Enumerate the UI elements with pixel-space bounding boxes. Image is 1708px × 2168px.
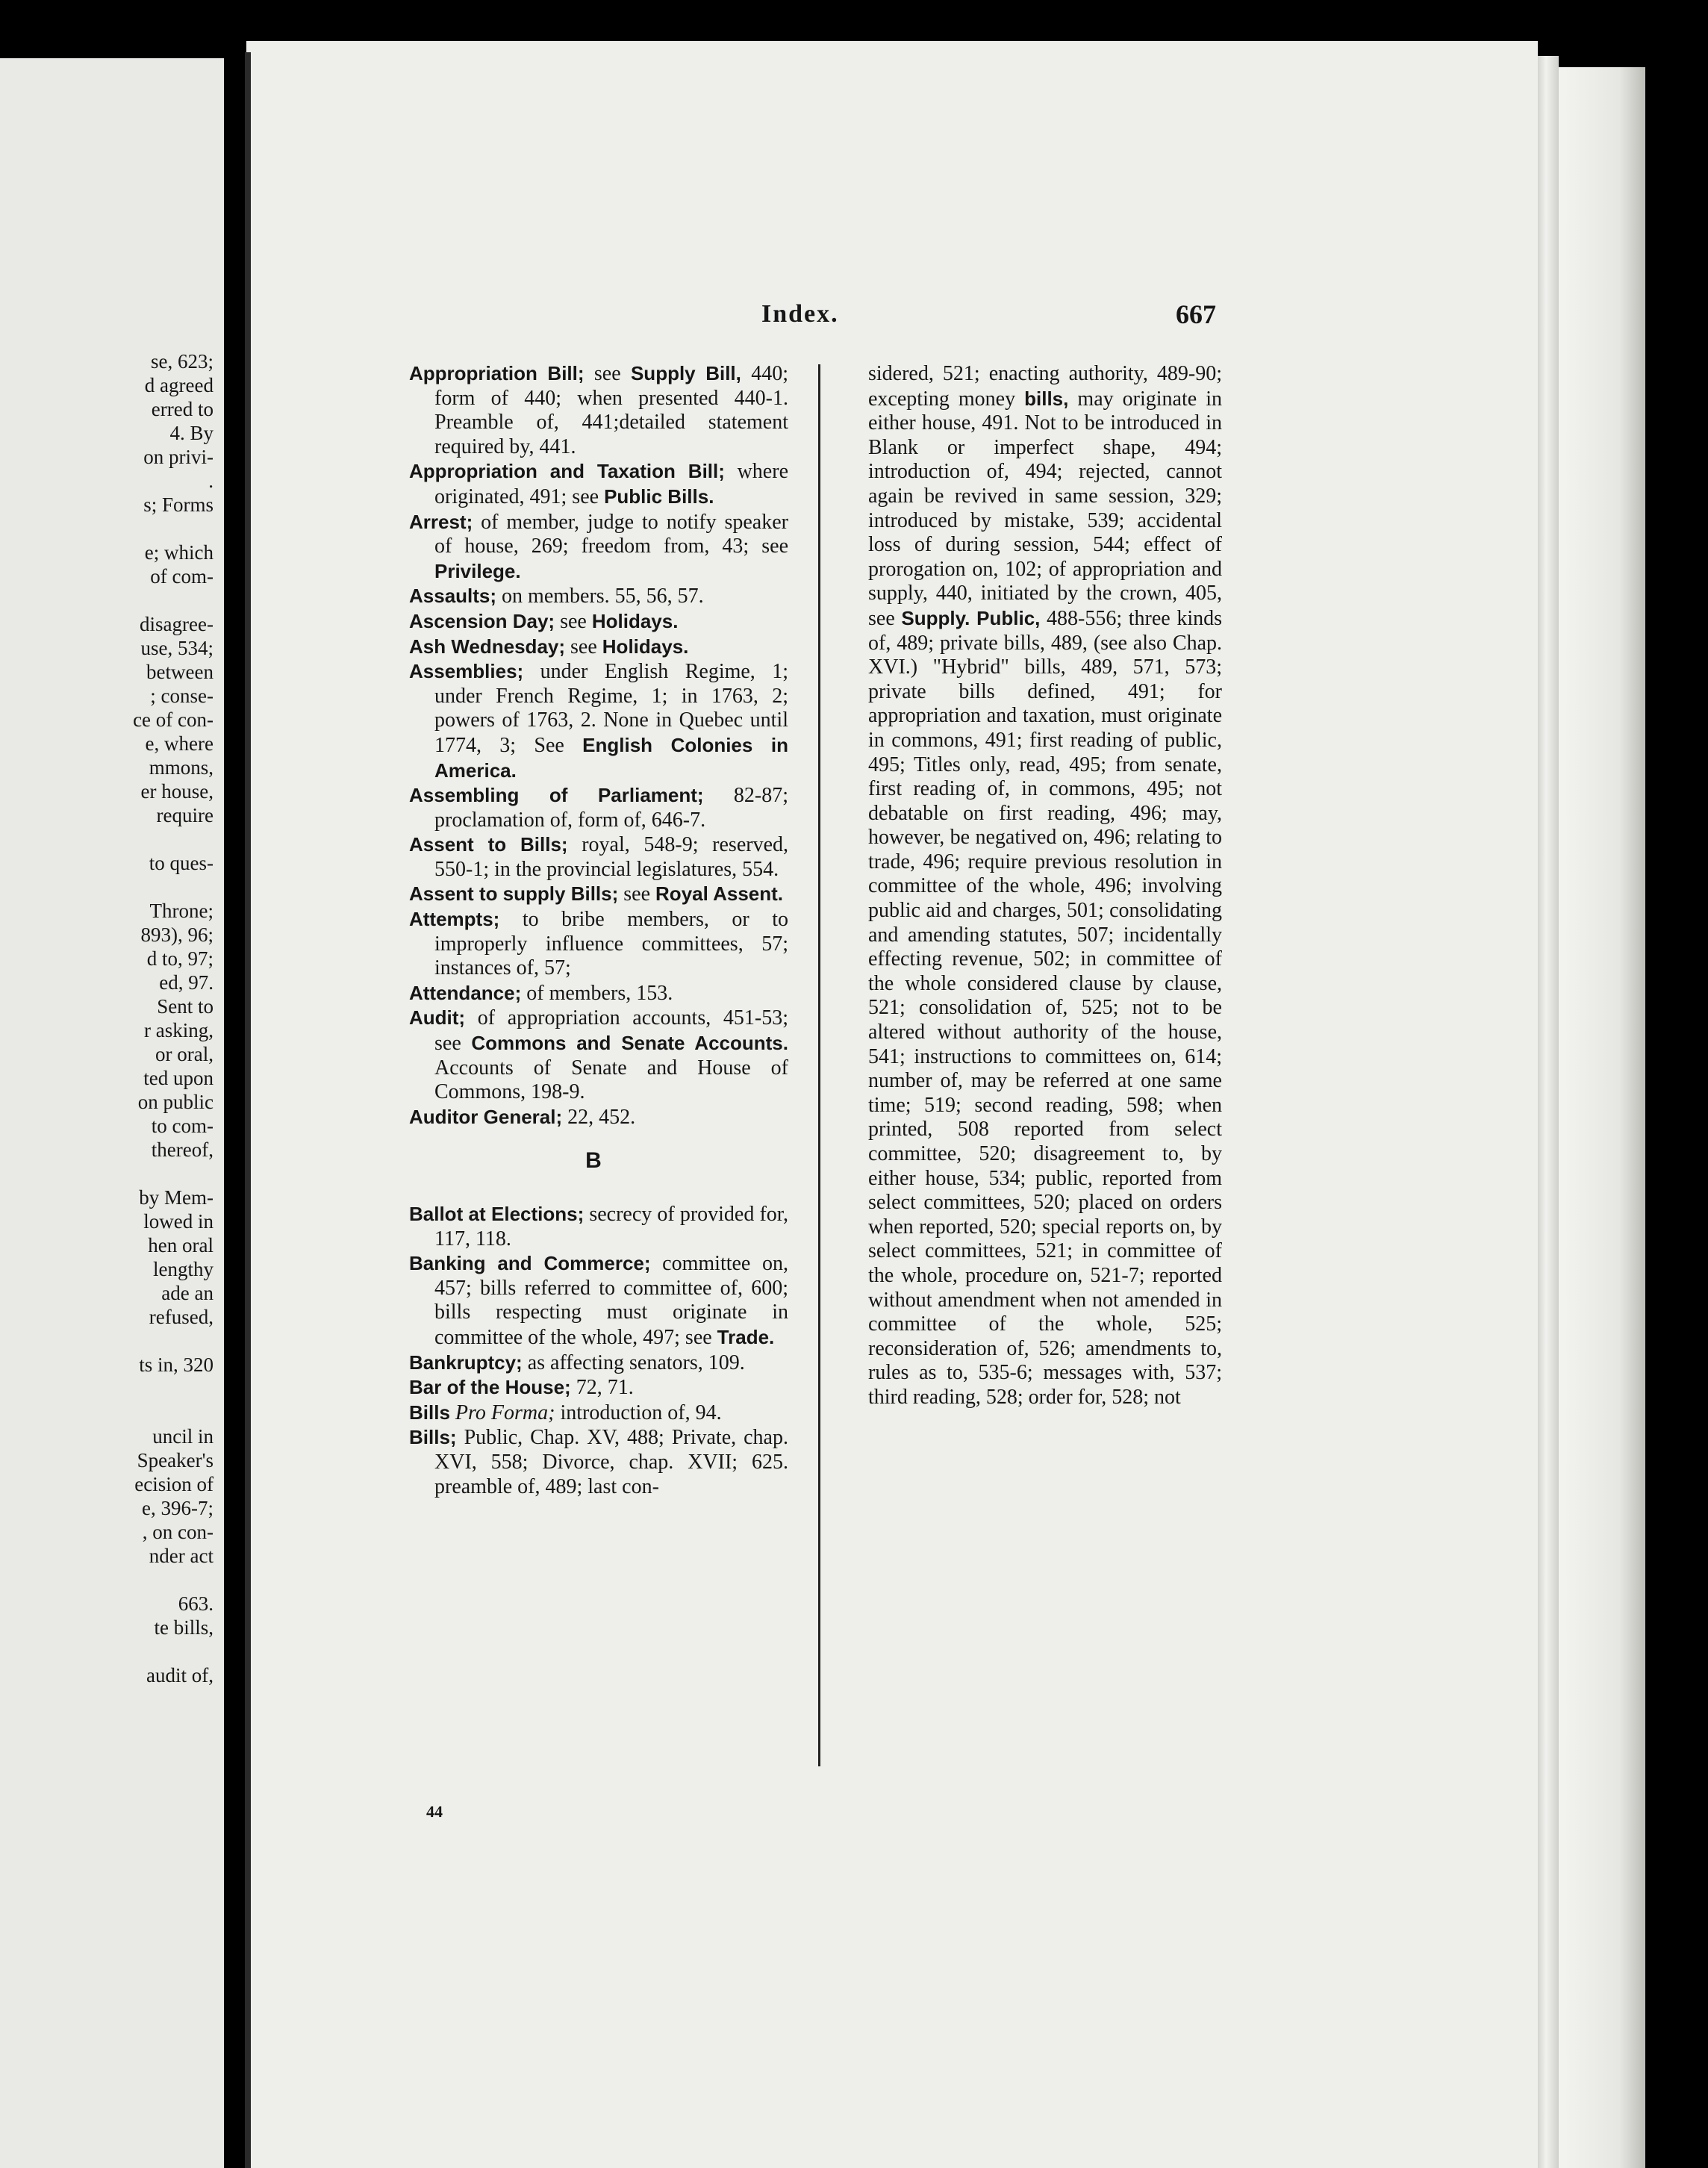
continuation-bold: Supply. Public, <box>901 606 1041 629</box>
previous-page-line: by Mem- <box>139 1186 214 1209</box>
entry-italic: Pro Forma; <box>455 1401 555 1424</box>
previous-page-line: e; which <box>144 541 214 564</box>
entry-headword: Appropriation Bill; <box>409 362 585 384</box>
index-entry <box>409 361 788 459</box>
previous-page-line: d to, 97; <box>146 947 214 970</box>
entry-text: as affecting senators, 109. <box>522 1351 745 1374</box>
index-entry <box>409 635 788 660</box>
entry-text: see <box>618 882 656 906</box>
index-entry <box>409 1105 788 1130</box>
previous-page-line: between <box>146 661 214 683</box>
index-entry <box>409 510 788 585</box>
previous-page-line: 4. By <box>169 422 214 444</box>
index-entry <box>409 659 788 783</box>
previous-page-line: require <box>156 804 214 826</box>
entry-text: of members, 153. <box>521 981 673 1005</box>
previous-page-line: ecision of <box>134 1473 214 1495</box>
entry-headword: Bankruptcy; <box>409 1351 523 1374</box>
entry-text: committee on, 457; bills referred to committee of, 600; bills respecting must originate in committee of the whole, 497; see <box>434 1252 788 1349</box>
entry-text: royal, 548-9; reserved, 550-1; in the provincial legislatures, 554. <box>434 833 788 881</box>
previous-page-line: ted upon <box>143 1067 214 1089</box>
previous-page-line: use, 534; <box>140 637 214 659</box>
entry-headword: Audit; <box>409 1006 466 1030</box>
index-entry <box>409 783 788 832</box>
previous-page-line: ts in, 320 <box>139 1354 214 1376</box>
entry-headword: Ballot at Elections; <box>409 1203 585 1225</box>
entry-headword: Bills <box>409 1401 450 1424</box>
previous-page-line: thereof, <box>151 1138 214 1161</box>
previous-page-line: uncil in <box>152 1425 214 1448</box>
previous-page-line: er house, <box>140 780 214 803</box>
entry-text: on members. 55, 56, 57. <box>496 585 704 608</box>
previous-page-line: e, where <box>145 732 214 755</box>
previous-page-line: e, 396-7; <box>142 1497 214 1519</box>
previous-page-line: ade an <box>161 1282 214 1304</box>
previous-page-line: hen oral <box>148 1234 214 1256</box>
entry-headword: Assent to Bills; <box>409 833 568 856</box>
index-entry <box>409 882 788 907</box>
previous-page-line: . <box>208 470 214 492</box>
previous-page-line: on public <box>137 1091 214 1113</box>
entry-cross-reference: Privilege. <box>434 559 521 582</box>
index-entry <box>409 1401 788 1426</box>
index-entry <box>409 1006 788 1104</box>
entry-headword: Appropriation and Taxation Bill; <box>409 460 725 483</box>
previous-page-text <box>0 349 224 1843</box>
entry-text: 22, 452. <box>562 1105 636 1129</box>
entry-headword: Banking and Commerce; <box>409 1252 651 1275</box>
entry-headword: Ash Wednesday; <box>409 635 566 658</box>
previous-page-line: nder act <box>149 1545 214 1567</box>
entry-cross-reference: Holidays. <box>602 635 689 658</box>
column-rule <box>818 364 820 1766</box>
index-entry <box>409 1425 788 1499</box>
continuation-text: 488-556; three kinds of, 489; private bills, 489, (see also Chap. XVI.) "Hybrid" bills, 489, 571, 573; private bills defined, 491; for appropriation and taxation, must originate in commons, 491; first reading of public, 495; Titles only, read, 495; from senate, first reading of, in commons, 495; not debatable on first reading, 496; may, however, be negatived on, 496; relating to trade, 496; require previous resolution in committee of the whole, 496; involving public aid and charges, 501; consolidating and amending statutes, 507; incidentally effecting revenue, 502; in committee of the whole considered clause by clause, 521; consolidation of, 525; not to be altered without authority of the house, 541; instructions to committees on, 614; number of, may be referred at one same time; 519; second reading, 598; when printed, 508 reported from select committee, 520; disagreement to, by either house, 534; public, reported from select committees, 520; placed on orders when reported, 520; special reports on, by select committees, 521; in committee of the whole, procedure on, 521-7; reported without amendment when not amended in committee of the whole, 525; reconsideration of, 526; amendments to, rules as to, 535-6; messages with, 537; third reading, 528; order for, 528; not <box>868 606 1222 1409</box>
index-entry <box>409 907 788 981</box>
previous-page-line: se, 623; <box>151 350 214 373</box>
entry-text: secrecy of provided for, 117, 118. <box>434 1203 788 1250</box>
continuation-text: may originate in either house, 491. Not to be introduced in Blank or imperfect shape, 494; introduction of, 494; rejected, cannot again be revived in same session, 329; introduced by mistake, 539; accidental loss of during session, 544; effect of prorogation on, 102; of appropriation and supply, 440, initiated by the crown, 405, see <box>868 387 1222 630</box>
entry-headword: Bills; <box>409 1426 457 1449</box>
index-entry <box>409 584 788 609</box>
index-column-right <box>868 362 1222 1410</box>
index-column-left <box>409 361 788 1499</box>
section-letter: B <box>585 1148 602 1174</box>
previous-page-line: , on con- <box>142 1521 214 1543</box>
previous-page-line: d agreed <box>144 374 214 396</box>
bills-continuation <box>868 362 1222 1410</box>
continuation-text: sidered, 521; enacting authority, 489-90; excepting money <box>868 362 1222 411</box>
entry-text: Public, Chap. XV, 488; Private, chap. XVI, 558; Divorce, chap. XVII; 625. preamble of, 489; last con- <box>434 1426 788 1498</box>
entry-headword: Bar of the House; <box>409 1376 571 1399</box>
previous-page-line: disagree- <box>140 613 214 635</box>
index-entry <box>409 459 788 509</box>
entry-text: 440; form of 440; when presented 440-1. Preamble of, 441;detailed statement required by, 441. <box>434 362 788 458</box>
entry-text: 82-87; proclamation of, form of, 646-7. <box>434 784 788 832</box>
entry-cross-reference: Public Bills. <box>604 485 714 508</box>
entry-cross-reference: English Colonies in America. <box>434 733 788 782</box>
previous-page-fragment <box>0 58 224 2168</box>
previous-page-line: or oral, <box>155 1043 214 1065</box>
previous-page-line: te bills, <box>154 1616 214 1639</box>
index-entry <box>409 832 788 882</box>
previous-page-line: 663. <box>178 1592 214 1615</box>
previous-page-line: of com- <box>150 565 214 588</box>
entry-headword: Assembling of Parliament; <box>409 784 704 807</box>
entry-cross-reference: Commons and Senate Accounts. <box>471 1032 788 1055</box>
entry-text: introduction of, 94. <box>555 1401 722 1424</box>
entry-cross-reference: Supply Bill, <box>630 362 741 384</box>
previous-page-line: ce of con- <box>133 708 214 731</box>
entry-headword: Assemblies; <box>409 660 524 683</box>
entry-headword: Ascension Day; <box>409 609 555 632</box>
previous-page-line: to ques- <box>149 852 214 874</box>
previous-page-line: audit of, <box>146 1664 214 1686</box>
entry-headword: Assent to supply Bills; <box>409 882 619 906</box>
entry-text: 72, 71. <box>570 1376 634 1400</box>
entry-text: of appropriation accounts, 451-53; see <box>434 1006 788 1056</box>
previous-page-line: lowed in <box>143 1210 214 1233</box>
entry-text: see <box>555 609 592 633</box>
previous-page-line: Speaker's <box>137 1449 214 1471</box>
entry-headword: Attempts; <box>409 908 500 931</box>
previous-page-line: refused, <box>149 1306 214 1328</box>
continuation-bold: bills, <box>1024 387 1069 410</box>
previous-page-line: mmons, <box>149 756 214 779</box>
previous-page-line: ; conse- <box>150 685 214 707</box>
binding-shadow <box>245 52 251 2168</box>
index-entry <box>409 1375 788 1401</box>
entry-text: of member, judge to notify speaker of house, 269; freedom from, 43; see <box>434 510 788 558</box>
entry-headword: Auditor General; <box>409 1105 563 1128</box>
page-edge <box>1538 56 1559 2168</box>
previous-page-line: to com- <box>151 1115 214 1137</box>
previous-page-line: Throne; <box>149 900 214 922</box>
previous-page-line: ed, 97. <box>159 971 214 994</box>
page-stack-edge <box>1559 67 1645 2168</box>
entry-headword: Arrest; <box>409 510 473 533</box>
index-entry <box>409 1351 788 1376</box>
previous-page-line: erred to <box>151 398 214 420</box>
running-head: Index. <box>761 300 839 328</box>
page-number: 667 <box>1176 299 1216 329</box>
index-entry <box>409 609 788 635</box>
index-entries-a <box>409 361 788 1130</box>
entry-text: to bribe members, or to improperly influence committees, 57; instances of, 57; <box>434 908 788 980</box>
entry-headword: Attendance; <box>409 981 522 1004</box>
entry-cross-reference: Trade. <box>717 1325 775 1348</box>
index-entry <box>409 981 788 1006</box>
entry-cross-reference: Royal Assent. <box>655 882 784 906</box>
previous-page-line: 893), 96; <box>140 923 214 946</box>
entry-cross-reference: Holidays. <box>591 609 679 632</box>
index-entry <box>409 1251 788 1350</box>
index-entry <box>409 1202 788 1251</box>
entry-headword: Assaults; <box>409 585 497 608</box>
entry-text: where originated, 491; see <box>434 460 788 508</box>
entry-text: under English Regime, 1; under French Regime, 1; in 1763, 2; powers of 1763, 2. None in Quebec until 1774, 3; See <box>434 660 788 757</box>
entry-text: see <box>565 635 602 658</box>
signature-mark: 44 <box>426 1802 443 1821</box>
previous-page-line: on privi- <box>143 446 214 468</box>
previous-page-line: Sent to <box>157 995 214 1018</box>
entry-text: Accounts of Senate and House of Commons, 198-9. <box>434 1056 788 1104</box>
previous-page-line: s; Forms <box>143 493 214 516</box>
previous-page-line: r asking, <box>144 1019 214 1041</box>
index-entries-b <box>409 1202 788 1401</box>
previous-page-line: lengthy <box>153 1258 214 1280</box>
entry-text: see <box>584 362 631 385</box>
